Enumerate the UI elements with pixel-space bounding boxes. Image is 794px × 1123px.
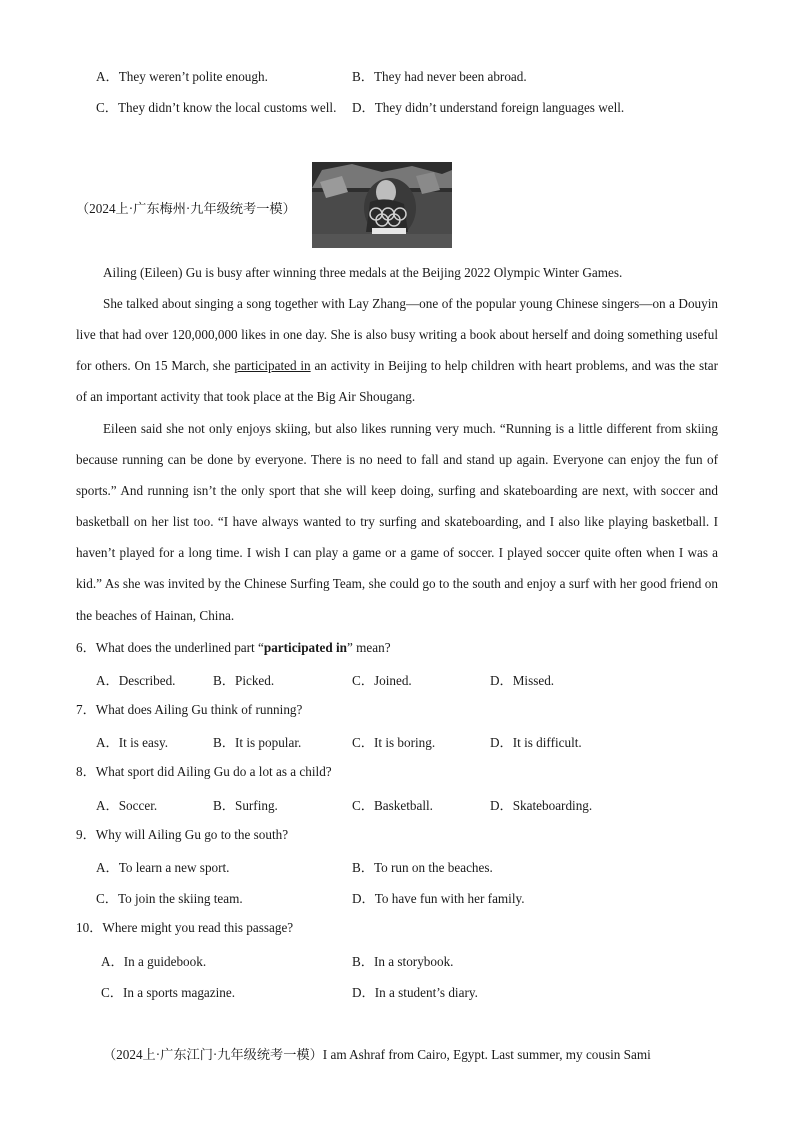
passage-paragraph-2 (76, 288, 718, 412)
question-6-stem-after: ” mean? (347, 640, 391, 655)
question-9-option-a: A．To learn a new sport. (96, 860, 230, 875)
question-9-stem: 9．Why will Ailing Gu go to the south? (76, 827, 289, 842)
question-6-option-b: B．Picked. (213, 673, 275, 688)
question-7-stem: 7．What does Ailing Gu think of running? (76, 702, 303, 717)
prev-option-c: C．They didn’t know the local customs well. (96, 100, 337, 115)
passage-paragraph-1: Ailing (Eileen) Gu is busy after winning three medals at the Beijing 2022 Olympic Winter Games. (103, 265, 623, 280)
question-8-stem: 8．What sport did Ailing Gu do a lot as a child? (76, 764, 332, 779)
question-8-option-c: C．Basketball. (352, 798, 433, 813)
question-9-option-d: D．To have fun with her family. (352, 891, 525, 906)
question-8-option-a: A．Soccer. (96, 798, 158, 813)
question-9-option-c: C．To join the skiing team. (96, 891, 243, 906)
question-6-stem (76, 632, 718, 663)
olympic-photo (312, 162, 452, 248)
question-8-option-d: D．Skateboarding. (490, 798, 593, 813)
next-passage-start: （2024上·广东江门·九年级统考一模）I am Ashraf from Cairo, Egypt. Last summer, my cousin Sami (103, 1047, 651, 1062)
question-6-stem-bold: participated in (263, 640, 348, 655)
underlined-phrase: participated in (234, 358, 311, 374)
passage-paragraph-3: Eileen said she not only enjoys skiing, but also likes running very much. “Running is a little different from skiing because running can be done by everyone. There is no need to fall and stand up again. Everyone can enjoy the fun of sports.” And running isn’t the only sport that she will keep doing, surfing and skateboarding are next, with soccer and basketball on her list too. “I have always wanted to try surfing and skateboarding, and I also like playing basketball. I haven’t played for a long time. I wish I can play a game or a game of soccer. I played soccer quite often when I was a kid.” As she was invited by the Chinese Surfing Team, she could go to the south and enjoy a surf with her good friend on the beaches of Hainan, China. (76, 421, 718, 623)
question-6-option-c: C．Joined. (352, 673, 412, 688)
question-10-option-d: D．In a student’s diary. (352, 985, 478, 1000)
question-6-option-d: D．Missed. (490, 673, 555, 688)
question-10-stem: 10．Where might you read this passage? (76, 920, 294, 935)
question-9-option-b: B．To run on the beaches. (352, 860, 493, 875)
question-6-option-a: A．Described. (96, 673, 176, 688)
paragraph-2-text-after: an activity in Beijing to help children with heart problems, and was the star of an important activity that took place at the Big Air Shougang. (76, 358, 719, 405)
prev-option-b: B．They had never been abroad. (352, 69, 527, 84)
question-7-option-d: D．It is difficult. (490, 735, 582, 750)
question-6-stem-before: 6．What does the underlined part “ (76, 640, 264, 655)
question-7-option-b: B．It is popular. (213, 735, 302, 750)
question-10-option-b: B．In a storybook. (352, 954, 454, 969)
question-7-option-c: C．It is boring. (352, 735, 436, 750)
prev-option-d: D．They didn’t understand foreign languages well. (352, 100, 625, 115)
question-10-option-c: C．In a sports magazine. (101, 985, 236, 1000)
photo-image (312, 162, 452, 248)
question-10-option-a: A．In a guidebook. (101, 954, 207, 969)
question-8-option-b: B．Surfing. (213, 798, 278, 813)
paragraph-2-text-before: She talked about singing a song together with Lay Zhang—one of the popular young Chinese singers—on a Douyin live that had over 120,000,000 likes in one day. She is also busy writing a book about herself and doing something useful for others. On 15 March, she (76, 296, 718, 374)
prev-option-a: A．They weren’t polite enough. (96, 69, 268, 84)
question-7-option-a: A．It is easy. (96, 735, 169, 750)
source-label: （2024上·广东梅州·九年级统考一模） (76, 201, 296, 216)
